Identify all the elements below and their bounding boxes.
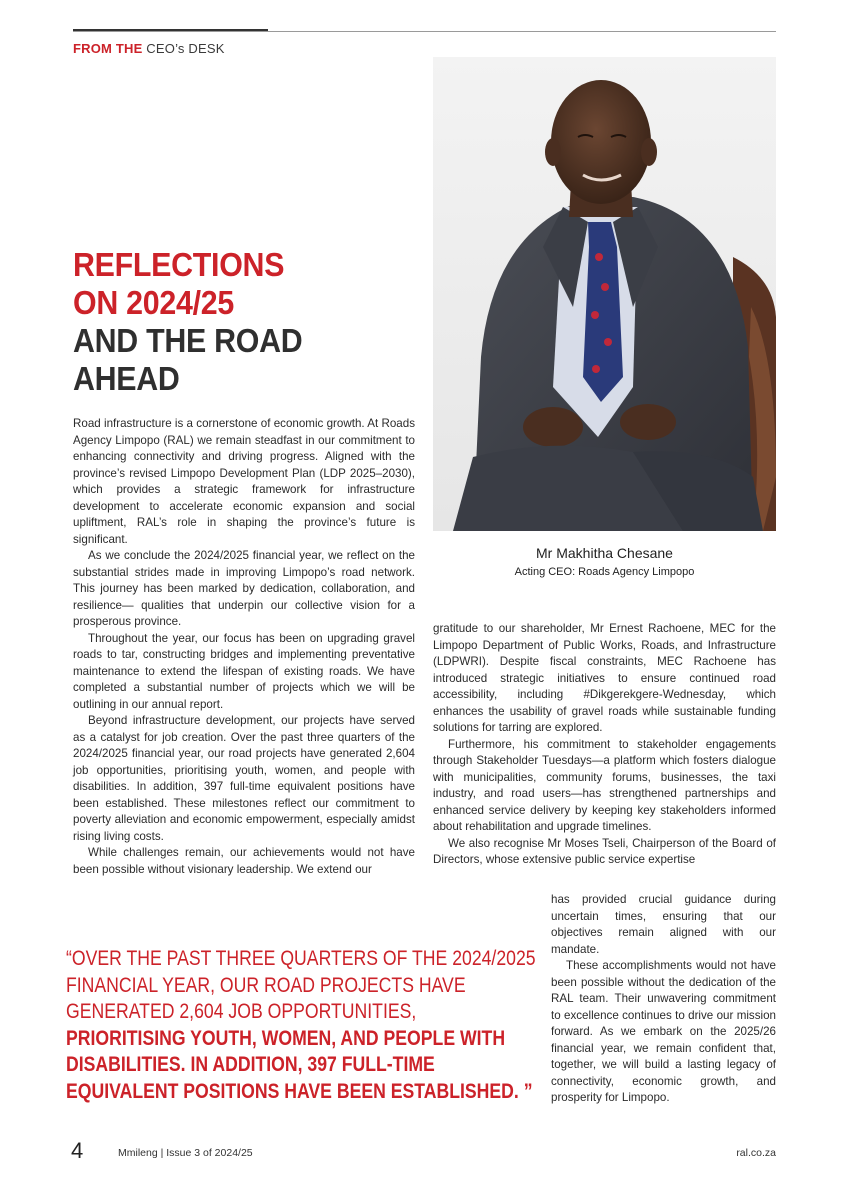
pull-quote-bold: PRIORITISING YOUTH, WOMEN, AND PEOPLE WITH DISABILITIES. IN ADDITION, 397 FULL-TIME EQUIVALENT POSITIONS HAVE BEEN ESTABLISHED. ”: [66, 1026, 533, 1103]
photo-caption-role: Acting CEO: Roads Agency Limpopo: [514, 566, 695, 578]
paragraph: Beyond infrastructure development, our projects have served as a catalyst for job creation. Over the past three quarters of the 2024/2025 financial year, our road projects have generated 2,604 job opportunities, prioritising youth, women, and people with disabilities. In addition, 397 full-time equivalent positions have been established. These milestones reflect our commitment to poverty alleviation and economic empowerment, especially amidst rising living costs.: [73, 714, 415, 843]
website-link[interactable]: ral.co.za: [736, 1147, 776, 1159]
pull-quote: [66, 946, 536, 1105]
body-column-narrow: [551, 892, 776, 1107]
article-headline: [73, 246, 404, 398]
body-column-left: [73, 416, 415, 878]
header-rule: [73, 31, 776, 32]
photo-caption-name: Mr Makhitha Chesane: [536, 545, 673, 561]
pull-quote-light: “OVER THE PAST THREE QUARTERS OF THE 2024/2025 FINANCIAL YEAR, OUR ROAD PROJECTS HAVE GENERATED 2,604 JOB OPPORTUNITIES,: [66, 947, 536, 1023]
section-label-dark: CEO’s DESK: [146, 41, 225, 56]
ceo-portrait-photo: [433, 57, 776, 531]
headline-line-1: REFLECTIONS: [73, 246, 285, 283]
portrait-illustration: [433, 57, 776, 531]
section-label: [73, 41, 225, 56]
paragraph: has provided crucial guidance during uncertain times, ensuring that our objectives remain aligned with our mandate.: [551, 893, 776, 956]
paragraph: While challenges remain, our achievements would not have been possible without visionary leadership. We extend our: [73, 846, 415, 876]
paragraph: As we conclude the 2024/2025 financial year, we reflect on the substantial strides made in improving Limpopo’s road network. This journey has been marked by dedication, collaboration, and resilience— qualities that underpin our collective vision for a prosperous province.: [73, 549, 415, 628]
paragraph: gratitude to our shareholder, Mr Ernest Rachoene, MEC for the Limpopo Department of Public Works, Roads, and Infrastructure (LDPWRI). Despite fiscal constraints, MEC Rachoene has introduced strategic initiatives to ensure continued road accessibility, including #Dikgerekgere-Wednesday, which enhances the usability of gravel roads while sustainable funding solutions for tarring are explored.: [433, 622, 776, 734]
body-column-right: [433, 621, 776, 869]
paragraph: These accomplishments would not have been possible without the dedication of the RAL team. Their unwavering commitment to excellence continues to drive our mission forward. As we embark on the 2025/26 financial year, we remain confident that, together, we will build a lasting legacy of connectivity, economic growth, and prosperity for Limpopo.: [551, 959, 776, 1104]
section-label-red: FROM THE: [73, 41, 143, 56]
paragraph: Furthermore, his commitment to stakeholder engagements through Stakeholder Tuesdays—a platform which fosters dialogue with municipalities, community forums, businesses, the taxi industry, and road users—has strengthened partnerships and enhanced service delivery by keeping key stakeholders informed about rehabilitation and upgrade timelines.: [433, 737, 776, 833]
paragraph: Road infrastructure is a cornerstone of economic growth. At Roads Agency Limpopo (RAL) we remain steadfast in our commitment to enhancing connectivity and driving progress. Aligned with the province’s revised Limpopo Development Plan (LDP 2025–2030), which provides a strategic framework for infrastructure development to accelerate economic expansion and social upliftment, RAL’s role in shaping the province’s future is significant.: [73, 417, 415, 546]
page-number: 4: [71, 1138, 84, 1163]
headline-line-2: ON 2024/25: [73, 284, 234, 321]
publication-info: Mmileng | Issue 3 of 2024/25: [118, 1147, 253, 1159]
headline-line-3: AND THE ROAD AHEAD: [73, 322, 303, 397]
paragraph: Throughout the year, our focus has been on upgrading gravel roads to tar, constructing bridges and implementing preventative maintenance to extend the lifespan of existing roads. We have completed a substantial number of projects which we will be outlining in our annual report.: [73, 631, 415, 711]
paragraph: We also recognise Mr Moses Tseli, Chairperson of the Board of Directors, whose extensive public service expertise: [433, 836, 776, 866]
